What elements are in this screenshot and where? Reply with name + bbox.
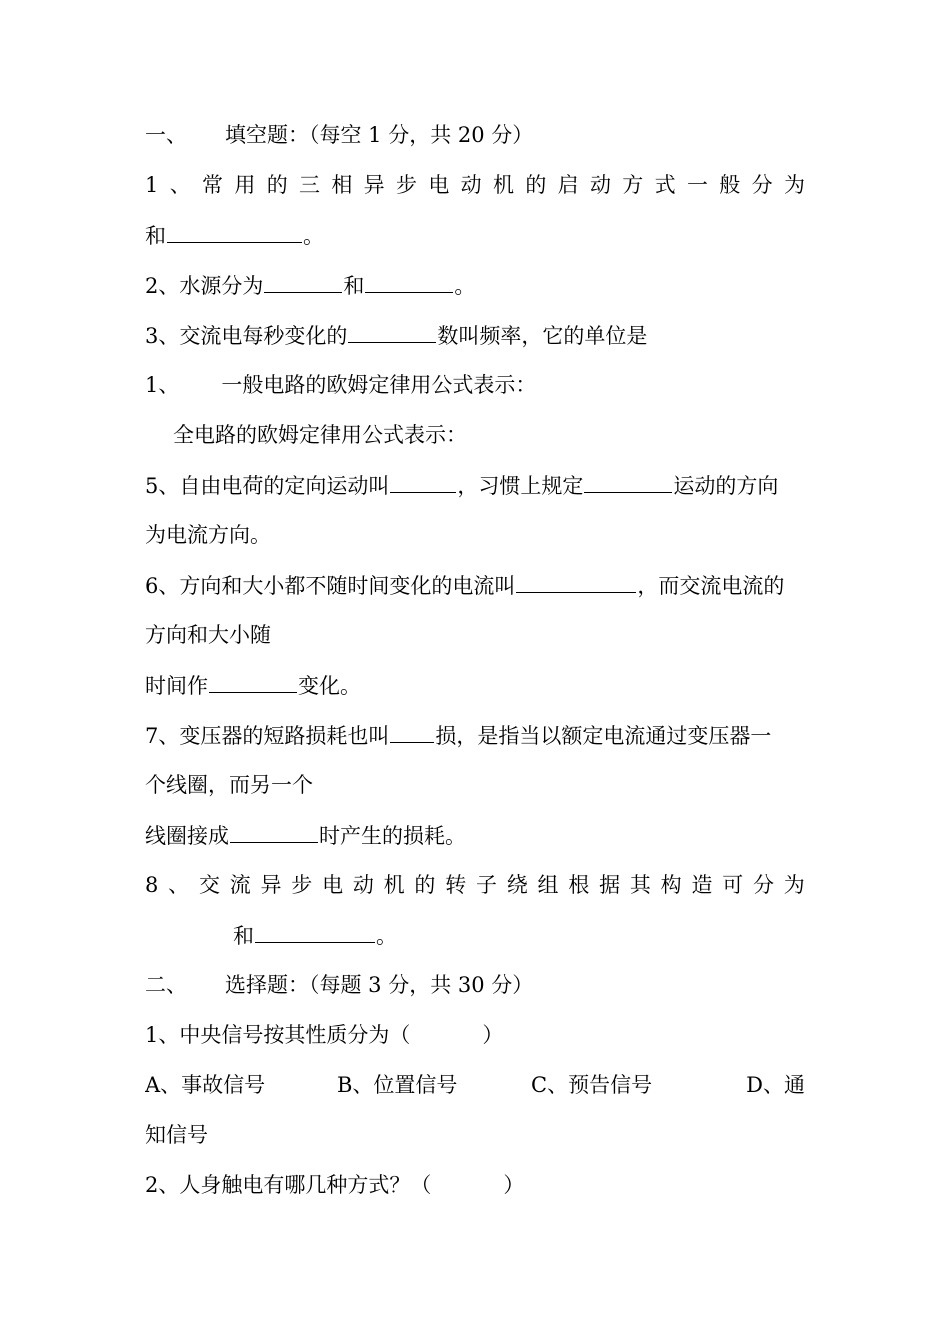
question-6-text-3: 方向和大小随 <box>145 623 271 647</box>
question-5-text-3: 运动的方向 <box>673 474 779 498</box>
text-char: 据 <box>599 873 621 897</box>
text-char: 三 <box>299 173 321 197</box>
option-c[interactable]: C、预告信号 <box>531 1073 653 1097</box>
option-b[interactable]: B、位置信号 <box>337 1073 458 1097</box>
question-7-text-4: 线圈接成 <box>145 824 229 848</box>
text-char: 式 <box>654 173 676 197</box>
question-5-line-1 <box>145 470 805 500</box>
question-6-line-3 <box>145 670 805 700</box>
text-char: 可 <box>722 873 744 897</box>
question-4-text-2: 全电路的欧姆定律用公式表示： <box>173 423 467 447</box>
text-char: 8 <box>145 873 159 897</box>
text-char: 、 <box>168 873 190 897</box>
question-5-text-4: 为电流方向。 <box>145 523 271 547</box>
choice-question-1-stem: 1、中央信号按其性质分为（ <box>145 1023 411 1047</box>
question-8-text-and: 和 <box>233 924 254 948</box>
question-3 <box>145 320 805 350</box>
choice-question-2-close: ） <box>503 1173 525 1197</box>
question-1-line-2 <box>145 220 805 250</box>
question-7-line-3 <box>145 820 805 850</box>
choice-question-2-stem: 2、人身触电有哪几种方式？（ <box>145 1173 432 1197</box>
text-char: 步 <box>291 873 313 897</box>
text-char: 步 <box>396 173 417 197</box>
question-3-text: 3、交流电每秒变化的 <box>145 324 348 348</box>
text-char: 为 <box>783 873 805 897</box>
question-1-period: 。 <box>303 224 324 248</box>
question-2-text: 2、水源分为 <box>145 274 264 298</box>
text-char: 绕 <box>506 873 528 897</box>
answer-blank[interactable] <box>230 820 318 843</box>
question-8-period: 。 <box>376 924 397 948</box>
text-char: 构 <box>660 873 682 897</box>
text-char: 为 <box>783 173 805 197</box>
answer-blank[interactable] <box>255 920 375 943</box>
answer-blank[interactable] <box>167 220 302 243</box>
question-1-text-and: 和 <box>145 224 166 248</box>
choice-question-2 <box>145 1170 805 1200</box>
question-4-text: 一般电路的欧姆定律用公式表示： <box>221 373 537 397</box>
text-char: 方 <box>622 173 644 197</box>
question-4-line-1 <box>145 370 805 400</box>
question-8-line-1 <box>145 870 805 900</box>
text-char: 机 <box>383 873 405 897</box>
text-char: 转 <box>445 873 467 897</box>
question-3-text-2: 数叫频率，它的单位是 <box>437 324 648 348</box>
question-7-text-5: 时产生的损耗。 <box>319 824 466 848</box>
section-1-number: 一、 <box>145 123 187 147</box>
question-6-line-1 <box>145 570 805 600</box>
text-char: 异 <box>363 173 385 197</box>
choice-question-1-option-d-cont <box>145 1120 805 1150</box>
answer-blank[interactable] <box>264 270 342 293</box>
question-5-text: 5、自由电荷的定向运动叫 <box>145 474 390 498</box>
option-a[interactable]: A、事故信号 <box>145 1073 266 1097</box>
question-7-text-3: 个线圈，而另一个 <box>145 773 313 797</box>
section-1-heading <box>145 120 805 150</box>
text-char: 1 <box>145 173 159 197</box>
question-5-text-2: ，习惯上规定 <box>457 474 584 498</box>
question-7-text: 7、变压器的短路损耗也叫 <box>145 724 390 748</box>
question-1-line-1 <box>145 170 805 200</box>
text-char: 动 <box>460 173 482 197</box>
text-char: 分 <box>751 173 773 197</box>
question-8-line-2 <box>233 920 893 950</box>
text-char: 的 <box>266 173 288 197</box>
text-char: 的 <box>414 873 436 897</box>
question-2-text-and: 和 <box>343 274 365 298</box>
question-6-line-2 <box>145 620 805 650</box>
text-char: 其 <box>629 873 651 897</box>
answer-blank[interactable] <box>365 270 453 293</box>
text-char: 造 <box>691 873 713 897</box>
text-char: 根 <box>568 873 590 897</box>
text-char: 的 <box>525 173 547 197</box>
question-4-line-2 <box>173 420 833 450</box>
text-char: 用 <box>234 173 256 197</box>
text-char: 常 <box>202 173 224 197</box>
text-char: 流 <box>229 873 251 897</box>
text-char: 机 <box>492 173 514 197</box>
text-char: 一 <box>686 173 708 197</box>
text-char: 启 <box>557 173 579 197</box>
choice-question-1-close: ） <box>482 1023 504 1047</box>
text-char: 交 <box>198 873 220 897</box>
text-char: 动 <box>589 173 611 197</box>
text-char: 相 <box>331 173 353 197</box>
question-7-text-2: 损，是指当以额定电流通过变压器一 <box>435 724 772 748</box>
question-2-period: 。 <box>454 274 476 298</box>
section-2-title: 选择题：（每题 3 分，共 30 分） <box>225 973 534 997</box>
question-4-number: 1、 <box>145 373 180 397</box>
text-char: 、 <box>169 173 191 197</box>
answer-blank[interactable] <box>516 570 636 593</box>
text-char: 电 <box>428 173 450 197</box>
question-6-text-4: 时间作 <box>145 674 208 698</box>
text-char: 子 <box>475 873 497 897</box>
question-7-line-2 <box>145 770 805 800</box>
section-2-number: 二、 <box>145 973 187 997</box>
choice-question-1-options <box>145 1070 805 1100</box>
section-2-heading <box>145 970 805 1000</box>
text-char: 异 <box>260 873 282 897</box>
answer-blank[interactable] <box>390 720 434 743</box>
question-5-line-2 <box>145 520 805 550</box>
answer-blank[interactable] <box>584 470 672 493</box>
question-7-line-1 <box>145 720 805 750</box>
option-d-continuation: 知信号 <box>145 1123 208 1147</box>
question-2 <box>145 270 805 300</box>
text-char: 般 <box>719 173 741 197</box>
question-6-text-2: ，而交流电流的 <box>637 574 785 598</box>
text-char: 电 <box>322 873 344 897</box>
option-d[interactable]: D、通 <box>746 1073 805 1097</box>
section-1-title: 填空题：（每空 1 分，共 20 分） <box>225 123 534 147</box>
choice-question-1 <box>145 1020 805 1050</box>
text-char: 组 <box>537 873 559 897</box>
answer-blank[interactable] <box>348 320 436 343</box>
answer-blank[interactable] <box>390 470 456 493</box>
question-6-text: 6、方向和大小都不随时间变化的电流叫 <box>145 574 516 598</box>
question-6-text-5: 变化。 <box>298 674 361 698</box>
text-char: 动 <box>352 873 374 897</box>
text-char: 分 <box>753 873 774 897</box>
answer-blank[interactable] <box>209 670 297 693</box>
